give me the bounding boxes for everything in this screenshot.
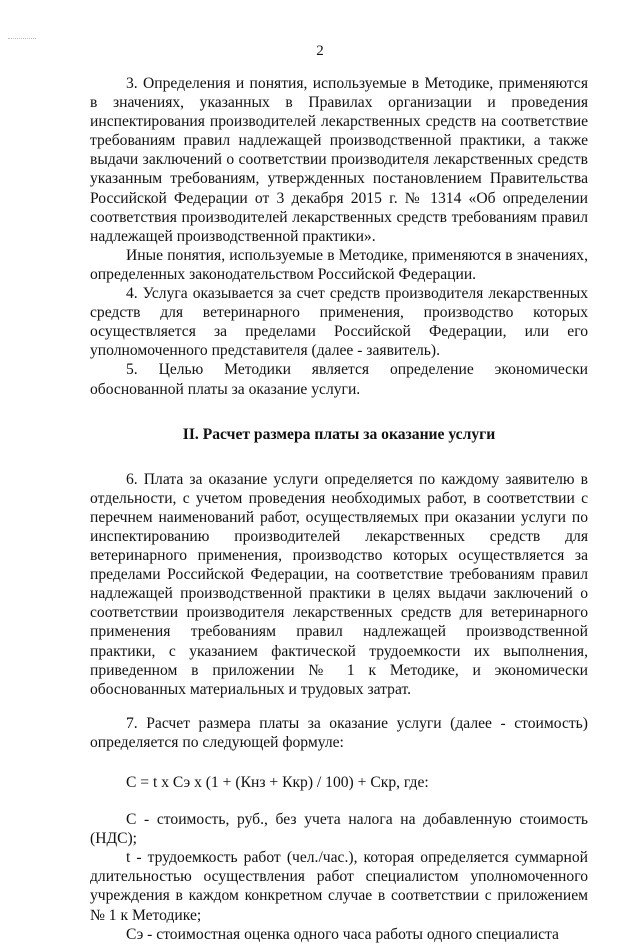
definition-c: С - стоимость, руб., без учета налога на добавленную стоимость (НДС); <box>90 811 588 848</box>
paragraph-5: 5. Целью Методики является определение экономически обоснованной платы за оказание услуги. <box>90 361 588 398</box>
page-number: 2 <box>316 43 324 59</box>
paragraph-3: 3. Определения и понятия, используемые в Методике, применяются в значениях, указанных в Правилах организации и проведения инспектирования производителей лекарственных средств на соответствие требованиям правил надлежащей производственной практики, а также выдачи заключений о соответствии производителя лекарственных средств указанным требованиям, утвержденных постановлением Правительства Российской Федерации от 3 декабря 2015 г. № 1314 «Об определении соответствия производителей лекарственных средств требованиям правил надлежащей производственной практики». <box>90 75 588 245</box>
section-heading: II. Расчет размера платы за оказание услуги <box>182 425 496 443</box>
paragraph-7: 7. Расчет размера платы за оказание услуги (далее - стоимость) определяется по следующей формуле: <box>90 714 588 751</box>
document-body <box>90 74 588 944</box>
paragraph-4: 4. Услуга оказывается за счет средств производителя лекарственных средств для ветеринарного применения, производство которых осуществляется за пределами Российской Федерации, или его уполномоченного представителя (далее - заявитель). <box>90 285 588 360</box>
paragraph-3-continued: Иные понятия, используемые в Методике, применяются в значениях, определенных законодательством Российской Федерации. <box>90 246 588 283</box>
scan-artifact <box>8 38 36 40</box>
definition-t: t - трудоемкость работ (чел./час.), которая определяется суммарной длительностью осуществления работ специалистом уполномоченного учреждения в каждом конкретном случае в соответствии с приложением № 1 к Методике; <box>90 849 588 924</box>
definition-se: Сэ - стоимостная оценка одного часа работы одного специалиста <box>126 925 559 943</box>
paragraph-6: 6. Плата за оказание услуги определяется по каждому заявителю в отдельности, с учетом проведения необходимых работ, в соответствии с перечнем наименований работ, осуществляемых при оказании услуги по инспектированию производителей лекарственных средств для ветеринарного применения, производство которых осуществляется за пределами Российской Федерации, на соответствие требованиям правил надлежащей производственной практики в целях выдачи заключений о соответствии производителя лекарственных средств для ветеринарного применения требованиям правил надлежащей производственной практики, с указанием фактической трудоемкости их выполнения, приведенном в приложении № 1 к Методике, и экономически обоснованных материальных и трудовых затрат. <box>90 470 588 698</box>
cost-formula: С = t х Сэ х (1 + (Кнз + Ккр) / 100) + Скр, где: <box>126 774 429 791</box>
